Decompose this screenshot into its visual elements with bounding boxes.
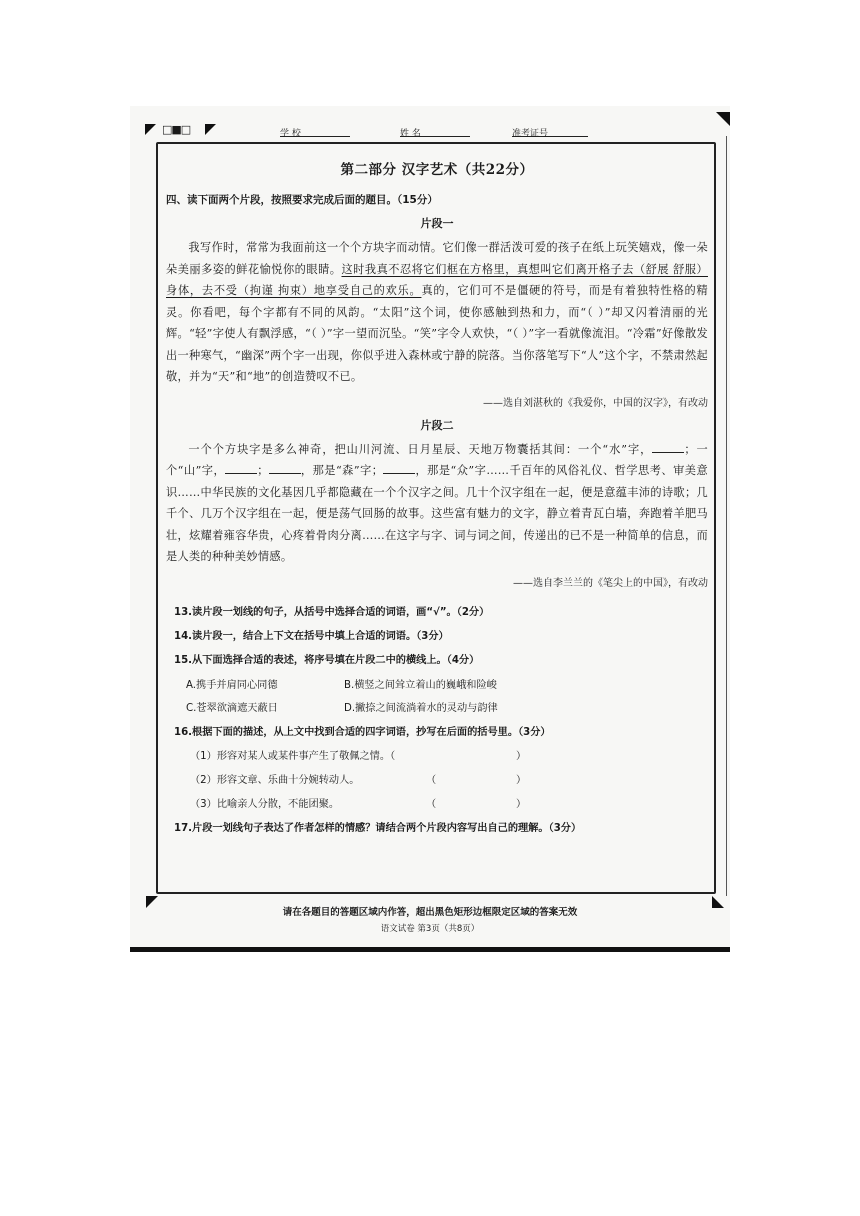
fragment1-text <box>166 237 708 388</box>
question-14: 14.读片段一，结合上下文在括号中填上合适的词语。（3分） <box>174 630 449 642</box>
option-a: A.携手并肩同心同德 <box>186 679 278 691</box>
option-b: B.横竖之间耸立着山的巍峨和险峻 <box>344 679 497 691</box>
fragment1-text-a: 我写作时，常常为我面前这一个个方块字而动情。它们像一群活泼可爱的孩子在纸上玩笑嬉戏，像一朵朵美丽多姿的鲜花愉悦你的眼睛。 <box>166 241 708 276</box>
answer-paren[interactable]: （ <box>426 774 437 786</box>
answer-paren[interactable]: ） <box>516 750 527 762</box>
marker-squares: □■□ <box>162 123 191 136</box>
question-17: 17.片段一划线句子表达了作者怎样的情感？请结合两个片段内容写出自己的理解。（3分） <box>174 822 582 834</box>
corner-mark <box>205 124 216 135</box>
item-text: （2）形容文章、乐曲十分婉转动人。 <box>190 774 360 786</box>
fragment2-text-a: 一个个方块字是多么神奇，把山川河流、日月星辰、天地万物囊括其间：一个“水”字， <box>188 442 653 456</box>
exam-sheet <box>130 106 730 952</box>
blank-line[interactable] <box>269 461 301 474</box>
item-text: （1）形容对某人或某件事产生了敬佩之情。（ <box>190 750 396 762</box>
corner-mark <box>716 112 730 126</box>
part-title: 第二部分 汉字艺术（共22分） <box>340 162 534 178</box>
question-13: 13.读片段一划线的句子，从括号中选择合适的词语，画“√”。（2分） <box>174 606 490 618</box>
fragment2-text <box>166 439 708 568</box>
content <box>166 150 708 834</box>
question-15-options <box>186 676 708 714</box>
fragment2-text-d: ，那是“森”字； <box>300 464 384 477</box>
fragment1-underlined: 这时我真不忍将它们框在方格里，真想叫它们离开格子去（舒展 舒服）身体，去不受（拘谨 拘束）地享受自己的欢乐。 <box>166 262 708 297</box>
name-label: 姓 名 <box>400 129 421 139</box>
question-15: 15.从下面选择合适的表述，将序号填在片段二中的横线上。（4分） <box>174 654 480 666</box>
questions <box>174 603 708 834</box>
option-c: C.苍翠欲滴遮天蔽日 <box>186 702 278 714</box>
blank-line[interactable] <box>225 461 257 474</box>
option-d: D.撇捺之间流淌着水的灵动与韵律 <box>344 702 498 714</box>
footer-page: 语文试卷 第3页（共8页） <box>380 924 480 934</box>
footer-notice: 请在各题目的答题区域内作答，超出黑色矩形边框限定区域的答案无效 <box>282 907 578 918</box>
question-16-item-3 <box>190 795 708 810</box>
blank-line[interactable] <box>383 461 415 474</box>
section-heading: 四、读下面两个片段，按照要求完成后面的题目。（15分） <box>166 194 438 206</box>
item-text: （3）比喻亲人分散，不能团聚。 <box>190 798 340 810</box>
answer-paren[interactable]: ） <box>516 774 527 786</box>
fragment1-title: 片段一 <box>420 217 454 230</box>
fragment2-source: ——选自李兰兰的《笔尖上的中国》，有改动 <box>513 577 708 589</box>
fragment2-title: 片段二 <box>420 418 454 432</box>
question-16-item-1 <box>190 747 708 762</box>
fragment2-text-c: ； <box>257 464 269 477</box>
blank-line[interactable] <box>652 440 684 453</box>
header-fields <box>280 126 640 140</box>
corner-mark <box>145 124 156 135</box>
school-label: 学 校 <box>280 129 301 139</box>
fragment1-text-b: 真的，它们可不是僵硬的符号，而是有着独特性格的精灵。你看吧，每个字都有不同的风韵。“太阳”这个词，使你感触到热和力，而“（ ）”却又闪着清丽的光辉。“轻”字使人有飘浮感，“（ ）”字一望而沉坠。“笑”字令人欢快，“（ ）”字一看就像流泪。“冷霜”好像散发出一种寒气，“幽深”两个字一出现，你似乎进入森林或宁静的院落。当你落笔写下“人”这个字，不禁肃然起敬，并为“天”和“地”的创造赞叹不已。 <box>166 284 708 383</box>
fragment2-text-b: ；一个“山”字， <box>166 442 708 477</box>
fragment1-source: ——选自刘湛秋的《我爱你，中国的汉字》，有改动 <box>483 397 708 409</box>
page-edge <box>726 136 731 896</box>
question-16: 16.根据下面的描述，从上文中找到合适的四字词语，抄写在后面的括号里。（3分） <box>174 726 551 738</box>
fragment2-text-e: ，那是“众”字……千百年的风俗礼仪、哲学思考、审美意识……中华民族的文化基因几乎都隐藏在一个个汉字之间。几十个汉字组在一起，便是意蕴丰沛的诗歌；几千个、几万个汉字组在一起，便是荡气回肠的故事。这些富有魅力的文字，静立着青瓦白墙，奔跑着羊肥马壮，炫耀着雍容华贵，心疼着骨肉分离……在这字与字、词与词之间，传递出的已不是一种简单的信息，而是人类的种种美妙情感。 <box>166 464 708 563</box>
answer-paren[interactable]: （ <box>426 798 437 810</box>
exam-id-label: 准考证号 <box>512 129 549 139</box>
question-16-item-2 <box>190 771 708 786</box>
answer-paren[interactable]: ） <box>516 798 527 810</box>
